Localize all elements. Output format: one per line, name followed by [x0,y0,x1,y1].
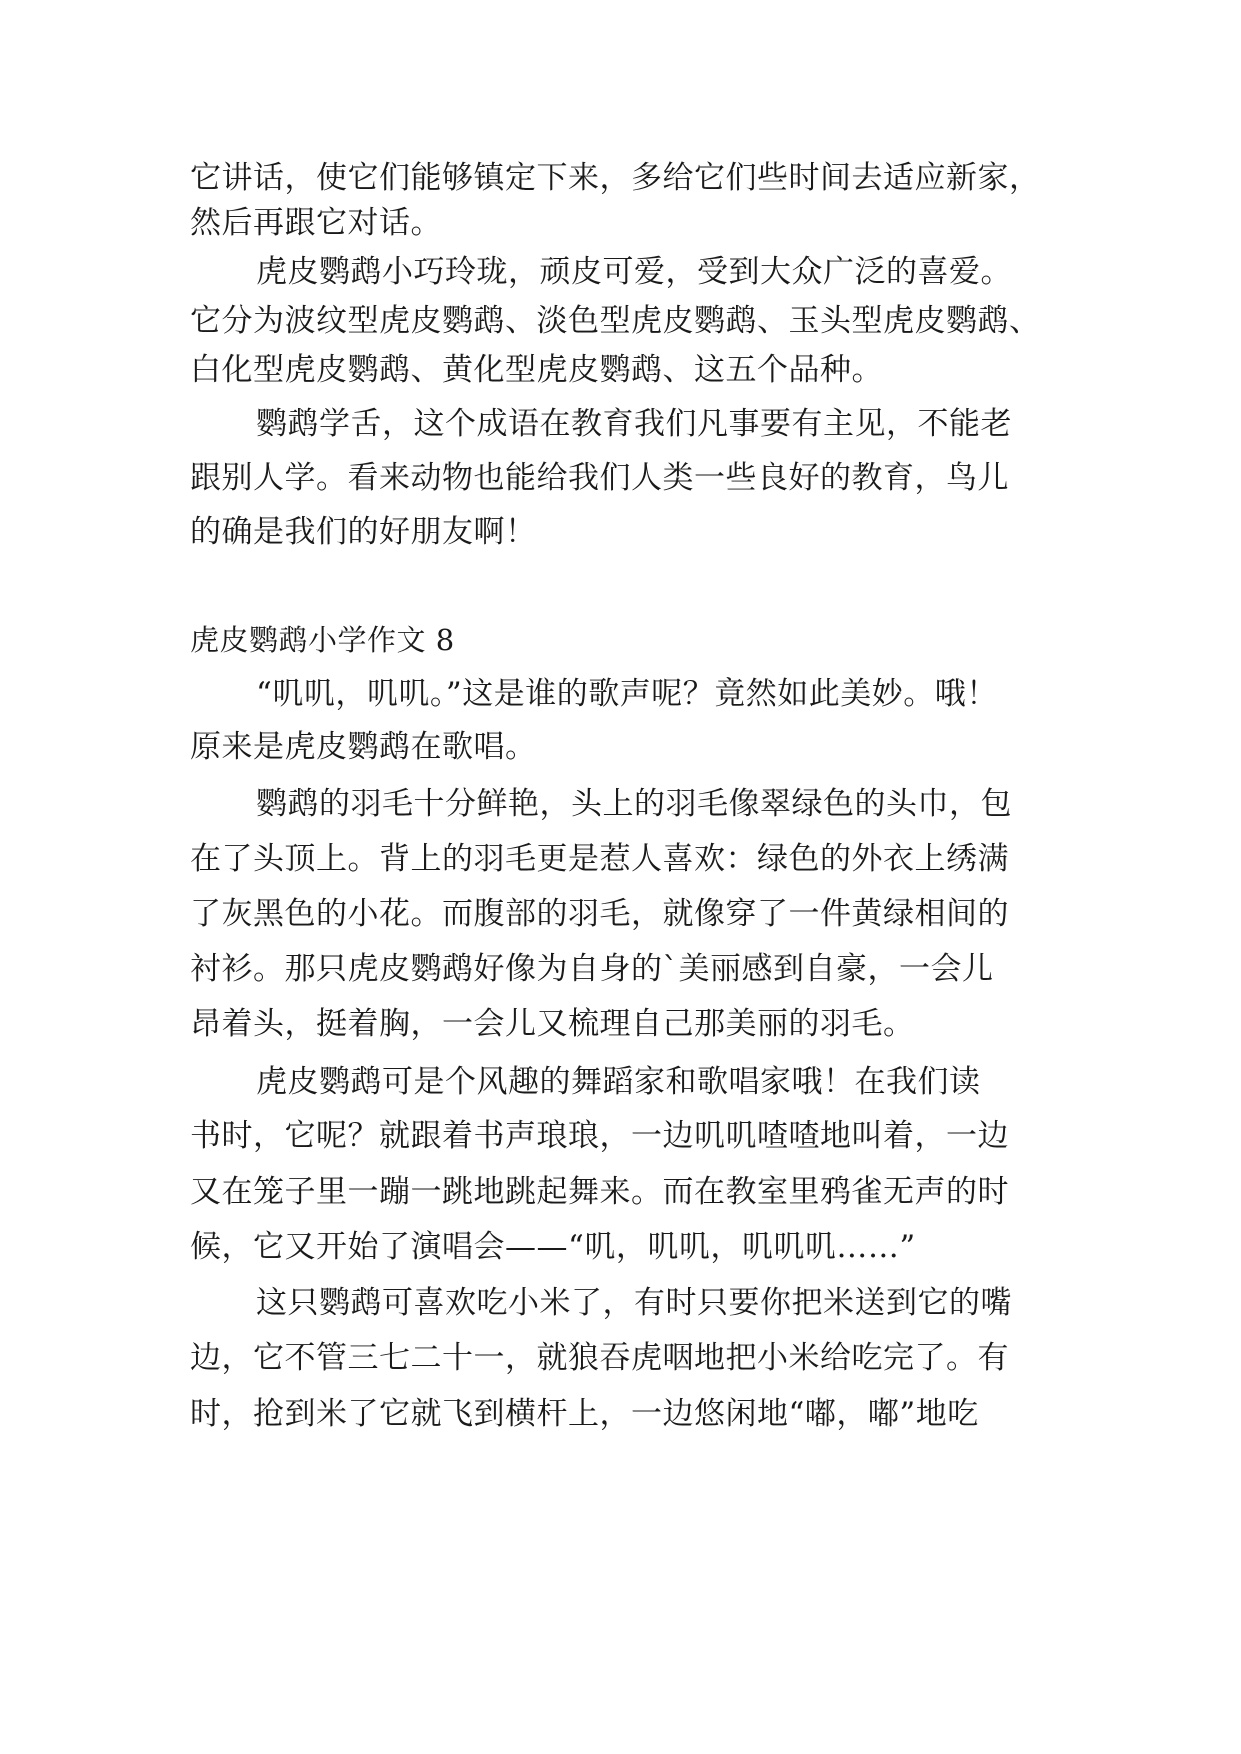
paragraph-line: 了灰黑色的小花。而腹部的羽毛，就像穿了一件黄绿相间的 [190,896,1009,932]
paragraph-line: 时，抢到米了它就飞到横杆上，一边悠闲地“嘟，嘟”地吃 [190,1396,979,1432]
paragraph-line: 它讲话，使它们能够镇定下来，多给它们些时间去适应新家， [190,160,1041,196]
paragraph-line: 又在笼子里一蹦一跳地跳起舞来。而在教室里鸦雀无声的时 [190,1174,1009,1210]
paragraph-line: 在了头顶上。背上的羽毛更是惹人喜欢：绿色的外衣上绣满 [190,841,1009,877]
paragraph-line: 然后再跟它对话。 [190,205,442,241]
paragraph-line: 跟别人学。看来动物也能给我们人类一些良好的教育，鸟儿 [190,460,1009,496]
paragraph-line: 它分为波纹型虎皮鹦鹉、淡色型虎皮鹦鹉、玉头型虎皮鹦鹉、 [190,303,1041,339]
section-heading: 虎皮鹦鹉小学作文 8 [190,623,455,657]
paragraph-line: 虎皮鹦鹉小巧玲珑，顽皮可爱，受到大众广泛的喜爱。 [256,254,1012,290]
paragraph-line: 边，它不管三七二十一，就狼吞虎咽地把小米给吃完了。有 [190,1340,1009,1376]
paragraph-line: 昂着头，挺着胸，一会儿又梳理自己那美丽的羽毛。 [190,1006,915,1042]
paragraph-line: “叽叽，叽叽。”这是谁的歌声呢？竟然如此美妙。哦！ [256,676,998,712]
paragraph-line: 鹦鹉学舌，这个成语在教育我们凡事要有主见，不能老 [256,406,1012,442]
paragraph-line: 原来是虎皮鹦鹉在歌唱。 [190,729,537,765]
paragraph-line: 白化型虎皮鹦鹉、黄化型虎皮鹦鹉、这五个品种。 [190,352,883,388]
paragraph-line: 这只鹦鹉可喜欢吃小米了，有时只要你把米送到它的嘴 [256,1285,1012,1321]
paragraph-line: 衬衫。那只虎皮鹦鹉好像为自身的`美丽感到自豪，一会儿 [190,951,994,987]
paragraph-line: 鹦鹉的羽毛十分鲜艳，头上的羽毛像翠绿色的头巾，包 [256,786,1012,822]
paragraph-line: 候，它又开始了演唱会——“叽，叽叽，叽叽叽……” [190,1229,916,1265]
paragraph-line: 书时，它呢？就跟着书声琅琅，一边叽叽喳喳地叫着，一边 [190,1118,1009,1154]
paragraph-line: 的确是我们的好朋友啊！ [190,514,537,550]
paragraph-line: 虎皮鹦鹉可是个风趣的舞蹈家和歌唱家哦！在我们读 [256,1064,981,1100]
